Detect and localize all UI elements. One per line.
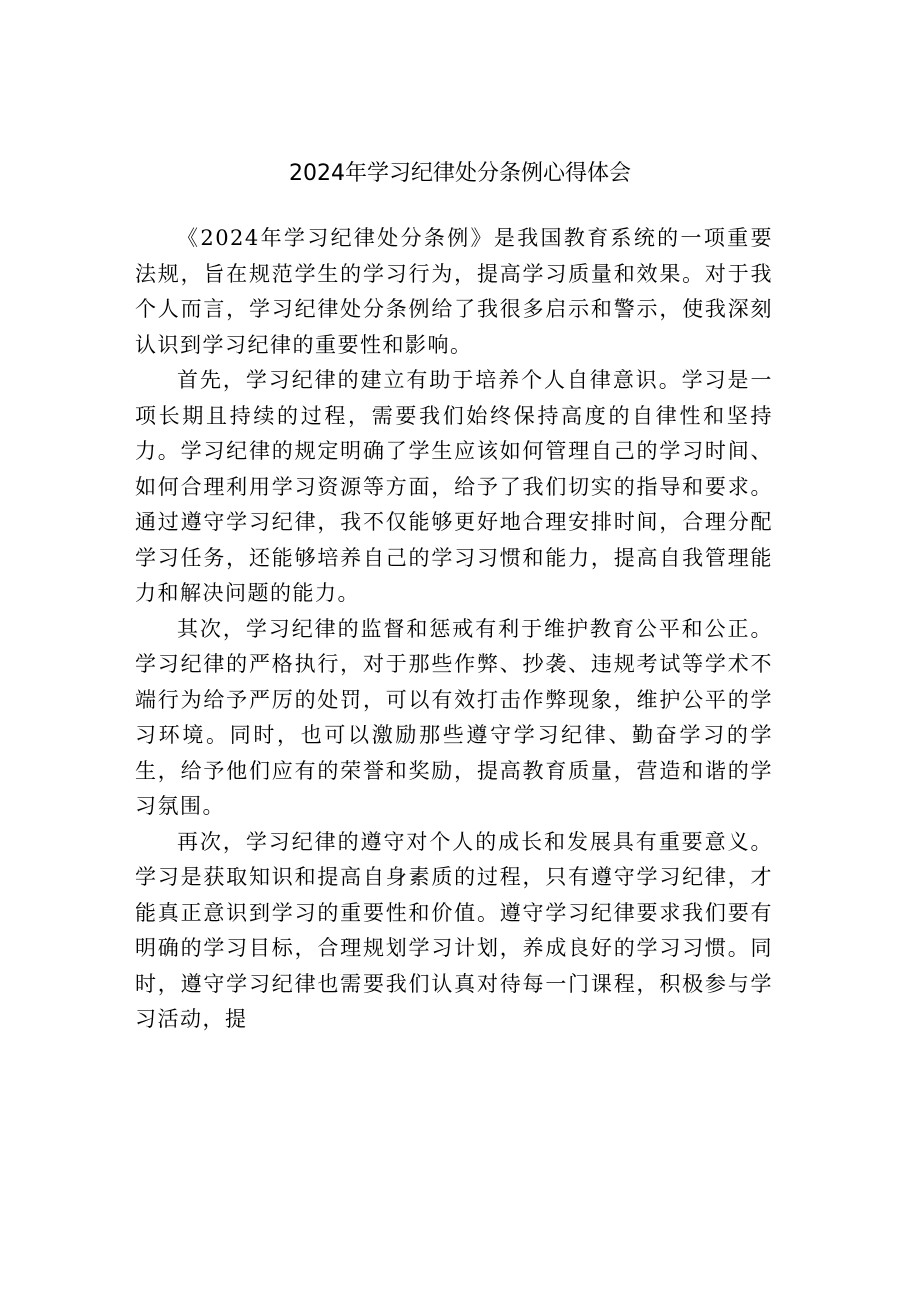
document-body: [135, 221, 773, 1038]
paragraph-third: 再次，学习纪律的遵守对个人的成长和发展具有重要意义。学习是获取知识和提高自身素质的过程，只有遵守学习纪律，才能真正意识到学习的重要性和价值。遵守学习纪律要求我们要有明确的学习目标，合理规划学习计划，养成良好的学习习惯。同时，遵守学习纪律也需要我们认真对待每一门课程，积极参与学习活动，提: [135, 829, 773, 1031]
paragraph-intro: 《2024年学习纪律处分条例》是我国教育系统的一项重要法规，旨在规范学生的学习行为，提高学习质量和效果。对于我个人而言，学习纪律处分条例给了我很多启示和警示，使我深刻认识到学习纪律的重要性和影响。: [135, 226, 773, 357]
document-title: 2024年学习纪律处分条例心得体会: [289, 161, 631, 186]
paragraph-first: 首先，学习纪律的建立有助于培养个人自律意识。学习是一项长期且持续的过程，需要我们始终保持高度的自律性和坚持力。学习纪律的规定明确了学生应该如何管理自己的学习时间、如何合理利用学习资源等方面，给予了我们切实的指导和要求。通过遵守学习纪律，我不仅能够更好地合理安排时间，合理分配学习任务，还能够培养自己的学习习惯和能力，提高自我管理能力和解决问题的能力。: [135, 368, 773, 605]
paragraph-second: 其次，学习纪律的监督和惩戒有利于维护教育公平和公正。学习纪律的严格执行，对于那些作弊、抄袭、违规考试等学术不端行为给予严厉的处罚，可以有效打击作弊现象，维护公平的学习环境。同时，也可以激励那些遵守学习纪律、勤奋学习的学生，给予他们应有的荣誉和奖励，提高教育质量，营造和谐的学习氛围。: [135, 616, 773, 818]
